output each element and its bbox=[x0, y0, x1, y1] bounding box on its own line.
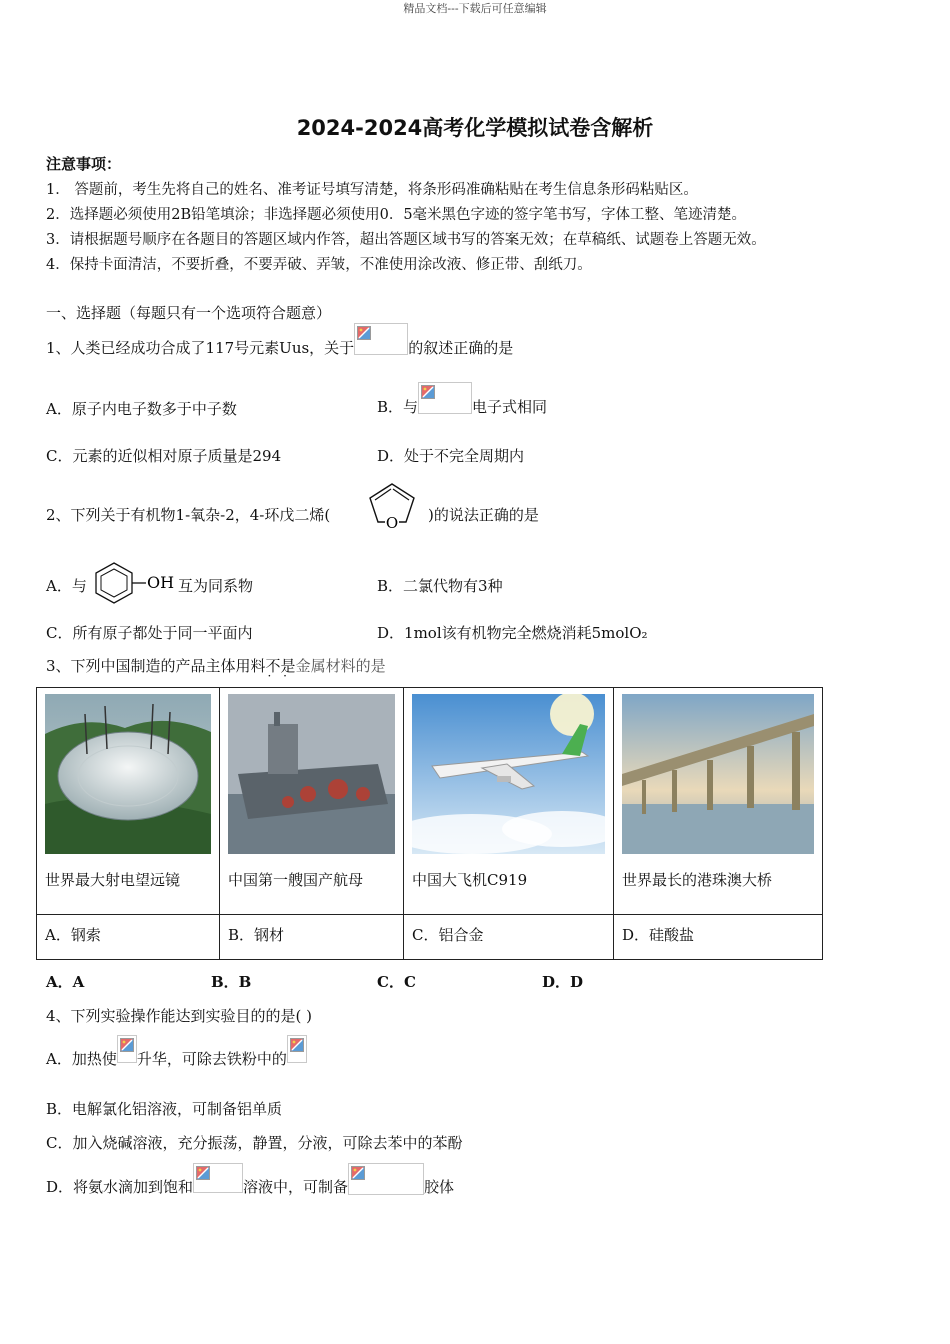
q4-option-d-suffix: 胶体 bbox=[424, 1178, 455, 1196]
broken-image-icon bbox=[354, 323, 408, 355]
broken-image-icon bbox=[418, 382, 472, 414]
q4-option-a-text: 升华，可除去铁粉中的 bbox=[136, 1050, 287, 1068]
material-label: C．铝合金 bbox=[412, 926, 484, 944]
broken-image-icon bbox=[193, 1163, 243, 1193]
q4-option-c: C．加入烧碱溶液，充分振荡，静置，分液，可除去苯中的苯酚 bbox=[46, 1134, 463, 1152]
q2-stem-b: )的说法正确的是 bbox=[428, 506, 539, 524]
broken-image-icon bbox=[117, 1035, 137, 1063]
q2-option-b: B．二氯代物有3种 bbox=[377, 577, 503, 595]
product-caption: 世界最大射电望远镜 bbox=[45, 871, 181, 889]
furan-oxygen-label: O bbox=[385, 514, 399, 532]
phenol-structure-icon bbox=[90, 560, 176, 606]
question-1-stem bbox=[46, 323, 513, 357]
notice-item-4: 4．保持卡面清洁，不要折叠，不要弄破、弄皱，不准使用涂改液、修正带、刮纸刀。 bbox=[46, 257, 592, 273]
q3-stem-a: 3、下列中国制造的产品主体用料 bbox=[46, 657, 266, 675]
table-row bbox=[37, 688, 823, 915]
table-row bbox=[37, 915, 823, 960]
bridge-image bbox=[622, 694, 814, 854]
q1-stem-b: 的叙述正确的是 bbox=[408, 339, 514, 357]
q4-option-b: B．电解氯化铝溶液，可制备铝单质 bbox=[46, 1100, 283, 1118]
product-caption: 世界最长的港珠澳大桥 bbox=[622, 871, 773, 889]
telescope-image bbox=[45, 694, 211, 854]
q1-stem-a: 1、人类已经成功合成了117号元素Uus，关于 bbox=[46, 339, 355, 357]
question-3-stem bbox=[46, 655, 386, 676]
q4-option-d-text: 溶液中，可制备 bbox=[243, 1178, 349, 1196]
q1-option-b bbox=[377, 382, 547, 416]
material-cell bbox=[614, 915, 823, 960]
furan-structure-icon bbox=[364, 478, 424, 536]
q4-option-a-label: A．加热使 bbox=[46, 1050, 117, 1068]
phenol-oh-label: OH bbox=[147, 573, 175, 592]
q2-option-c: C．所有原子都处于同一平面内 bbox=[46, 624, 253, 642]
broken-image-icon bbox=[348, 1163, 424, 1195]
material-cell bbox=[37, 915, 220, 960]
material-cell bbox=[404, 915, 614, 960]
q2-option-a-label: A．与 bbox=[46, 577, 87, 595]
notice-item-3: 3．请根据题号顺序在各题目的答题区域内作答，超出答题区域书写的答案无效；在草稿纸、试题卷上答题无效。 bbox=[46, 232, 766, 248]
q2-option-d: D．1mol该有机物完全燃烧消耗5molO₂ bbox=[377, 624, 648, 642]
q3-answer-d: D．D bbox=[542, 973, 584, 991]
product-cell-bridge bbox=[614, 688, 823, 915]
product-cell-carrier bbox=[220, 688, 404, 915]
notice-item-1: 1． 答题前，考生先将自己的姓名、准考证号填写清楚，将条形码准确粘贴在考生信息条形码粘贴区。 bbox=[46, 182, 698, 198]
carrier-image bbox=[228, 694, 395, 854]
airplane-image bbox=[412, 694, 605, 854]
q1-option-c: C．元素的近似相对原子质量是294 bbox=[46, 447, 282, 465]
q4-option-d bbox=[46, 1163, 454, 1195]
q3-answer-a: A．A bbox=[46, 973, 85, 991]
q2-option-a-text: 互为同系物 bbox=[178, 577, 254, 595]
q4-stem: 4、下列实验操作能达到实验目的的是( ) bbox=[46, 1007, 313, 1025]
section-heading: 一、选择题（每题只有一个选项符合题意） bbox=[46, 304, 332, 322]
products-table bbox=[36, 687, 823, 960]
q1-option-b-label: B．与 bbox=[377, 398, 419, 416]
notice-item-2: 2．选择题必须使用2B铅笔填涂；非选择题必须使用0．5毫米黑色字迹的签字笔书写，字体工整、笔迹清楚。 bbox=[46, 207, 747, 223]
material-cell bbox=[220, 915, 404, 960]
q3-stem-b: 金属材料的是 bbox=[295, 657, 386, 675]
q2-stem-a: 2、下列关于有机物1-氧杂-2，4-环戊二烯( bbox=[46, 506, 331, 524]
broken-image-icon bbox=[287, 1035, 307, 1063]
material-label: A．钢索 bbox=[45, 926, 101, 944]
q3-answer-c: C．C bbox=[377, 973, 416, 991]
q4-option-a bbox=[46, 1035, 307, 1067]
page-title: 2024-2024高考化学模拟试卷含解析 bbox=[296, 116, 654, 140]
q3-answer-b: B．B bbox=[211, 973, 252, 991]
product-caption: 中国大飞机C919 bbox=[412, 871, 528, 889]
material-label: D．硅酸盐 bbox=[622, 926, 695, 944]
product-cell-airplane bbox=[404, 688, 614, 915]
q4-option-d-label: D．将氨水滴加到饱和 bbox=[46, 1178, 194, 1196]
page-header: 精品文档---下载后可任意编辑 bbox=[403, 2, 547, 15]
q1-option-d: D．处于不完全周期内 bbox=[377, 447, 525, 465]
q1-option-a: A．原子内电子数多于中子数 bbox=[46, 400, 237, 418]
product-cell-telescope bbox=[37, 688, 220, 915]
q3-stem-emphasis: 不是 · · bbox=[266, 657, 296, 675]
notice-title: 注意事项： bbox=[46, 155, 122, 173]
product-caption: 中国第一艘国产航母 bbox=[228, 871, 364, 889]
q1-option-b-text: 电子式相同 bbox=[472, 398, 548, 416]
material-label: B．钢材 bbox=[228, 926, 285, 944]
